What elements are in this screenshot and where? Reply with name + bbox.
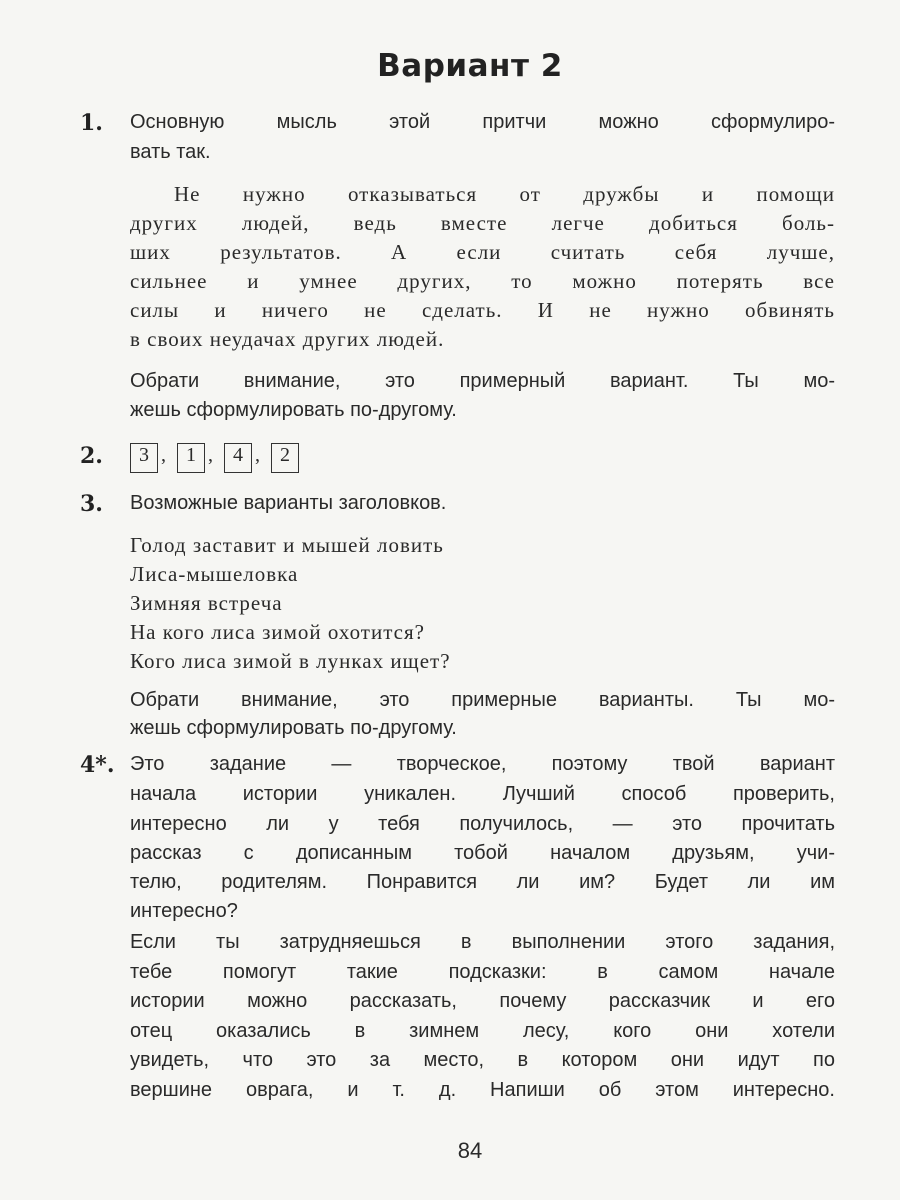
answer-box: 1 bbox=[177, 443, 205, 473]
page-number: 84 bbox=[457, 1138, 483, 1163]
text-line: Не нужно отказываться от дружбы и помощи bbox=[174, 182, 835, 206]
question-3-intro: Возможные варианты заголовков. bbox=[130, 492, 447, 514]
separator: , bbox=[208, 444, 213, 466]
question-1-number: 1. bbox=[80, 110, 103, 136]
text-line: отец оказались в зимнем лесу, кого они хотели bbox=[130, 1020, 835, 1042]
answer-box: 3 bbox=[130, 443, 158, 473]
text-line: рассказ с дописанным тобой началом друзьям, учи- bbox=[130, 842, 835, 864]
text-line: телю, родителям. Понравится ли им? Будет ли им bbox=[130, 871, 835, 893]
text-line: других людей, ведь вместе легче добиться боль- bbox=[130, 211, 835, 235]
text-line: жешь сформулировать по-другому. bbox=[130, 399, 457, 421]
text-line: Обрати внимание, это примерные варианты. Ты мо- bbox=[130, 689, 835, 711]
text-line: Лиса-мышеловка bbox=[130, 562, 299, 586]
text-line: интересно? bbox=[130, 900, 238, 922]
question-2-answers bbox=[130, 443, 299, 473]
text-line: вершине оврага, и т. д. Напиши об этом интересно. bbox=[130, 1079, 835, 1101]
question-4-number: 4*. bbox=[80, 752, 115, 778]
text-line: Если ты затрудняешься в выполнении этого задания, bbox=[130, 931, 835, 953]
text-line: начала истории уникален. Лучший способ проверить, bbox=[130, 783, 835, 805]
text-line: сильнее и умнее других, то можно потерять все bbox=[130, 269, 835, 293]
text-line: ших результатов. А если считать себя лучше, bbox=[130, 240, 835, 264]
text-line: силы и ничего не сделать. И не нужно обвинять bbox=[130, 298, 835, 322]
answer-box: 2 bbox=[271, 443, 299, 473]
text-line: Голод заставит и мышей ловить bbox=[130, 533, 444, 557]
text-line: интересно ли у тебя получилось, — это прочитать bbox=[130, 813, 835, 835]
text-line: Это задание — творческое, поэтому твой вариант bbox=[130, 753, 835, 775]
text-line: Основную мысль этой притчи можно сформулиро- bbox=[130, 111, 835, 133]
text-line: вать так. bbox=[130, 141, 211, 163]
text-line: истории можно рассказать, почему рассказчик и его bbox=[130, 990, 835, 1012]
text-line: На кого лиса зимой охотится? bbox=[130, 620, 425, 644]
text-line: в своих неудачах других людей. bbox=[130, 327, 445, 351]
text-line: тебе помогут такие подсказки: в самом начале bbox=[130, 961, 835, 983]
text-line: Зимняя встреча bbox=[130, 591, 283, 615]
separator: , bbox=[161, 444, 166, 466]
question-3-number: 3. bbox=[80, 491, 103, 517]
text-line: жешь сформулировать по-другому. bbox=[130, 717, 457, 739]
text-line: Кого лиса зимой в лунках ищет? bbox=[130, 649, 451, 673]
text-line: увидеть, что это за место, в котором они идут по bbox=[130, 1049, 835, 1071]
text-line: Обрати внимание, это примерный вариант. Ты мо- bbox=[130, 370, 835, 392]
page-title: Вариант 2 bbox=[377, 48, 563, 84]
question-2-number: 2. bbox=[80, 443, 103, 469]
separator: , bbox=[255, 444, 260, 466]
answer-box: 4 bbox=[224, 443, 252, 473]
